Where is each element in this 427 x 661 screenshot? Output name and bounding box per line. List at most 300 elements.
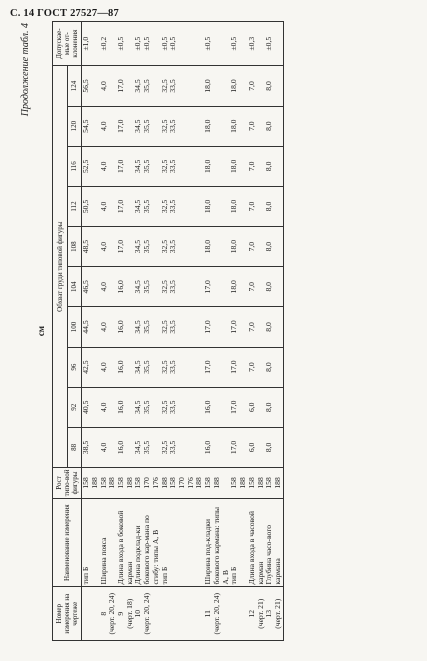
measure-number [247,586,264,640]
value: 17,0 [115,159,125,173]
value: 32,5 [159,319,169,334]
measure-name: Глубина часо-вого кармана [265,498,283,587]
value-cell [204,146,230,186]
height-cell [99,467,116,498]
value: 16,0 [115,319,125,334]
tolerance-cell [230,21,247,65]
value: 18,0 [202,119,212,133]
value-cell [204,106,230,146]
value-cell [160,146,204,186]
measure-name: Длина входа в часовой карман [247,498,264,587]
height-value: 188 [193,476,203,489]
value: 7,0 [246,80,256,91]
tolerance-cell [265,21,283,65]
tolerance-value: ±0,5 [132,36,142,51]
value-cell [204,347,230,387]
measure-name: тип Б [230,498,247,587]
value-cell [204,186,230,226]
header-chest-group: Обхват груди типовой фигуры [52,65,67,467]
tolerance-value: ±0,5 [115,36,125,51]
value: 8,0 [263,281,273,292]
value: 32,5 [159,199,169,213]
value-cell [134,65,160,105]
tolerance-value: ±0,2 [98,36,108,51]
value: 35,5 [141,440,151,454]
height-value: 188 [211,476,221,489]
value: 8,0 [263,80,273,91]
value: 35,5 [141,400,151,414]
value-cell [265,106,283,146]
value: 17,0 [228,400,238,414]
value: 4,0 [98,321,108,332]
value-cell [117,266,134,306]
chest-size-header: 96 [67,347,82,387]
value-cell [81,65,99,105]
value: 56,5 [80,78,90,93]
measure-number-value: 9 [115,611,125,616]
value: 54,5 [80,119,90,133]
header-name: Наименование измерения [52,498,81,587]
value: 33,5 [167,78,177,93]
value: 4,0 [98,80,108,91]
value-cell [247,306,264,346]
value: 32,5 [159,239,169,253]
measure-number [81,586,99,640]
value-cell [247,347,264,387]
value: 7,0 [246,201,256,211]
value-cell [99,65,116,105]
value-cell [265,387,283,427]
table-caption: Продолжение табл. 4 [19,22,31,116]
value: 35,5 [141,78,151,93]
tolerance-cell [160,21,204,65]
measure-name: Ширина под-кладки бокового кармана: типы А, В [204,498,230,587]
value-cell [230,186,247,226]
measure-name: Ширина пояса [99,498,116,587]
value: 17,0 [115,239,125,253]
value: 35,5 [141,319,151,334]
value: 18,0 [228,199,238,213]
value-cell [81,186,99,226]
height-cell [117,467,134,498]
value-cell [204,306,230,346]
chest-size-header: 120 [67,106,82,146]
value-cell [99,186,116,226]
value: 32,5 [159,159,169,173]
value: 17,0 [115,199,125,213]
value: 17,0 [228,319,238,334]
value-cell [265,226,283,266]
value-cell [265,306,283,346]
value-cell [81,106,99,146]
value: 16,0 [115,440,125,454]
measure-drawing-ref: (черт. 20, 24) [211,592,221,634]
value: 18,0 [228,119,238,133]
value: 18,0 [228,279,238,293]
value: 7,0 [246,241,256,251]
chest-size-header: 100 [67,306,82,346]
chest-size-header: 116 [67,146,82,186]
value: 4,0 [98,402,108,412]
value-cell [160,306,204,346]
value-cell [230,226,247,266]
value-cell [81,347,99,387]
value-cell [204,65,230,105]
table-row [117,21,134,640]
measure-number-value: 12 [246,609,256,618]
value-cell [81,226,99,266]
value: 32,5 [159,78,169,93]
value-cell [265,65,283,105]
tolerance-value: ±0,5 [141,36,151,51]
value-cell [81,387,99,427]
value-cell [247,186,264,226]
value: 18,0 [202,239,212,253]
value: 8,0 [263,321,273,332]
value: 32,5 [159,440,169,454]
value: 18,0 [202,159,212,173]
value-cell [99,146,116,186]
height-value: 158 [246,476,256,489]
height-value: 188 [255,476,265,489]
value: 4,0 [98,281,108,292]
value-cell [247,146,264,186]
height-cell [247,467,264,498]
value-cell [99,306,116,346]
tolerance-value: ±0,3 [246,36,256,51]
value: 34,5 [132,359,142,374]
value: 4,0 [98,442,108,452]
measure-number [99,586,116,640]
value-cell [204,226,230,266]
value: 35,5 [141,119,151,133]
value: 8,0 [263,361,273,372]
value-cell [230,387,247,427]
value: 7,0 [246,321,256,332]
tolerance-cell [134,21,160,65]
measure-number-value: 8 [98,611,108,616]
value-cell [117,65,134,105]
value: 34,5 [132,440,142,454]
value: 18,0 [202,199,212,213]
value-cell [160,347,204,387]
value: 4,0 [98,241,108,251]
value: 16,0 [202,440,212,454]
measure-drawing-ref: (черт. 21) [272,598,282,629]
measure-number [230,586,247,640]
height-value: 170 [176,476,186,489]
chest-size-header: 112 [67,186,82,226]
value: 4,0 [98,120,108,131]
measure-name: Длина подклад-ки бокового кар-мана по сгибу: типы А, В [134,498,160,587]
value: 33,5 [167,359,177,374]
value: 35,5 [141,359,151,374]
value: 34,5 [132,279,142,293]
value-cell [134,146,160,186]
value-cell [81,146,99,186]
value-cell [134,186,160,226]
tolerance-cell [247,21,264,65]
value: 52,5 [80,159,90,173]
value-cell [230,427,247,467]
value: 33,5 [167,400,177,414]
measure-number [204,586,230,640]
value: 34,5 [132,319,142,334]
value-cell [265,186,283,226]
table-row [247,21,264,640]
height-cell [134,467,160,498]
height-value: 176 [150,476,160,489]
value: 16,0 [115,400,125,414]
value-cell [134,106,160,146]
value: 35,5 [141,279,151,293]
table-row [134,21,160,640]
height-value: 158 [167,476,177,489]
value: 17,0 [228,440,238,454]
height-value: 158 [80,476,90,489]
tolerance-cell [81,21,99,65]
value-cell [160,387,204,427]
value-cell [99,226,116,266]
value: 8,0 [263,120,273,131]
value-cell [265,427,283,467]
value-cell [160,226,204,266]
value: 33,5 [167,239,177,253]
height-cell [265,467,283,498]
value-cell [134,387,160,427]
value-cell [247,65,264,105]
value: 33,5 [167,319,177,334]
value-cell [99,387,116,427]
measure-number [160,586,204,640]
height-value: 158 [98,476,108,489]
table-row [99,21,116,640]
tolerance-value: ±0,5 [228,36,238,51]
value-cell [99,266,116,306]
measure-number-value: 10 [132,609,142,618]
header-height: Рост типо-вой фигуры [52,467,81,498]
header-tolerance: Допускае-мые от-клонения [52,21,81,65]
value-cell [99,347,116,387]
rotated-table-page [14,21,414,641]
tolerance-value: ±1,0 [80,36,90,51]
value: 44,5 [80,319,90,334]
value: 17,0 [202,359,212,374]
value: 34,5 [132,119,142,133]
height-cell [160,467,204,498]
value-cell [117,226,134,266]
value: 33,5 [167,159,177,173]
tolerance-cell [99,21,116,65]
value-cell [134,226,160,266]
height-value: 158 [263,476,273,489]
value-cell [117,347,134,387]
value: 17,0 [202,279,212,293]
value-cell [265,347,283,387]
value-cell [247,387,264,427]
table-row [230,21,247,640]
value: 34,5 [132,159,142,173]
chest-size-header: 92 [67,387,82,427]
value: 4,0 [98,161,108,171]
value: 8,0 [263,161,273,171]
measure-number [134,586,160,640]
value-cell [81,266,99,306]
measure-drawing-ref: (черт. 18) [124,598,134,629]
value-cell [204,387,230,427]
value: 17,0 [115,78,125,93]
value: 32,5 [159,279,169,293]
value-cell [247,106,264,146]
value: 40,5 [80,400,90,414]
chest-size-header: 108 [67,226,82,266]
value-cell [134,347,160,387]
height-value: 188 [89,476,99,489]
value-cell [81,306,99,346]
value: 6,0 [246,402,256,412]
value: 17,0 [228,359,238,374]
value-cell [265,146,283,186]
value-cell [160,65,204,105]
height-cell [81,467,99,498]
value-cell [230,347,247,387]
value: 16,0 [115,279,125,293]
value-cell [247,226,264,266]
tolerance-value: ±0,5 [167,36,177,51]
value: 35,5 [141,199,151,213]
height-value: 158 [115,476,125,489]
value-cell [134,266,160,306]
value-cell [247,427,264,467]
measure-name: Длина входа в боковой карман [117,498,134,587]
value: 18,0 [228,239,238,253]
value-cell [81,427,99,467]
value: 50,5 [80,199,90,213]
height-value: 188 [159,476,169,489]
measure-drawing-ref: (черт. 21) [255,598,265,629]
height-value: 188 [237,476,247,489]
measure-number-value: 13 [263,609,273,618]
value: 8,0 [263,241,273,251]
value-cell [265,266,283,306]
value-cell [117,306,134,346]
value: 33,5 [167,119,177,133]
height-value: 188 [124,476,134,489]
value: 34,5 [132,78,142,93]
tolerance-value: ±0,5 [159,36,169,51]
height-value: 188 [106,476,116,489]
value: 4,0 [98,361,108,372]
value: 35,5 [141,239,151,253]
value: 4,0 [98,201,108,211]
chest-size-header: 88 [67,427,82,467]
height-value: 188 [272,476,282,489]
value: 18,0 [228,159,238,173]
value: 34,5 [132,199,142,213]
tolerance-value: ±0,5 [263,36,273,51]
value: 33,5 [167,440,177,454]
header-number: Номер измерения на чертеже [52,586,81,640]
table-body [81,21,283,640]
value: 7,0 [246,120,256,131]
measure-drawing-ref: (черт. 20, 24) [141,592,151,634]
value-cell [230,306,247,346]
value-cell [117,146,134,186]
value: 46,5 [80,279,90,293]
value: 35,5 [141,159,151,173]
height-value: 158 [202,476,212,489]
value: 32,5 [159,359,169,374]
value-cell [134,306,160,346]
value: 34,5 [132,239,142,253]
value-cell [204,266,230,306]
measurements-table [52,21,284,641]
tolerance-value: ±0,5 [202,36,212,51]
value: 7,0 [246,361,256,372]
height-value: 176 [185,476,195,489]
value: 33,5 [167,279,177,293]
value: 17,0 [115,119,125,133]
value-cell [117,106,134,146]
height-value: 170 [141,476,151,489]
measure-name: тип Б [160,498,204,587]
table-row [81,21,99,640]
value: 8,0 [263,442,273,452]
value: 8,0 [263,402,273,412]
measure-number [117,586,134,640]
measure-number-value: 11 [202,609,212,617]
value: 6,0 [246,442,256,452]
value: 16,0 [115,359,125,374]
value-cell [134,427,160,467]
value-cell [160,266,204,306]
value-cell [247,266,264,306]
value: 32,5 [159,400,169,414]
value: 34,5 [132,400,142,414]
table-row [204,21,230,640]
value-cell [230,65,247,105]
tolerance-cell [117,21,134,65]
value-cell [230,266,247,306]
value: 17,0 [202,319,212,334]
value: 33,5 [167,199,177,213]
value-cell [204,427,230,467]
value-cell [117,427,134,467]
value: 7,0 [246,281,256,292]
value: 32,5 [159,119,169,133]
value: 42,5 [80,359,90,374]
measure-name: тип Б [81,498,99,587]
height-cell [204,467,230,498]
unit-label: см [35,325,46,336]
value: 38,5 [80,440,90,454]
measure-number [265,586,283,640]
value-cell [99,106,116,146]
value-cell [160,427,204,467]
value: 18,0 [202,78,212,93]
chest-size-header: 124 [67,65,82,105]
height-value: 158 [132,476,142,489]
value-cell [230,146,247,186]
height-value: 158 [228,476,238,489]
measure-drawing-ref: (черт. 20, 24) [106,592,116,634]
value: 18,0 [228,78,238,93]
value-cell [117,186,134,226]
tolerance-cell [204,21,230,65]
table-row [160,21,204,640]
height-cell [230,467,247,498]
value: 48,5 [80,239,90,253]
